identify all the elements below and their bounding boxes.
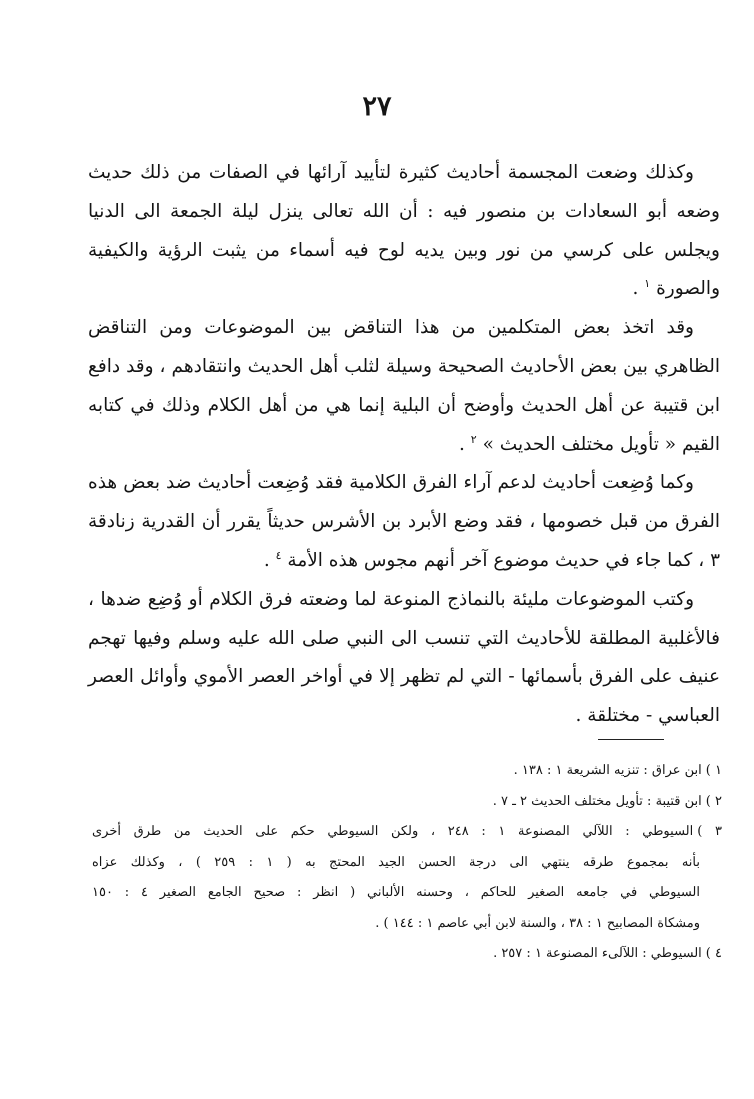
main-text: [88, 154, 720, 736]
paragraph-tail: .: [632, 278, 645, 300]
footnote-text: السيوطي : اللآلي المصنوعة ١ : ٢٤٨ ، ولكن السيوطي حكم على الحديث من طرق أخرى: [92, 824, 694, 839]
footnote-line: [92, 817, 722, 848]
paragraph-text: وكذلك وضعت المجسمة أحاديث كثيرة لتأييد آرائها في الصفات من ذلك حديث وضعه أبو السعادات بن منصور فيه : أن الله تعالى ينزل ليلة الجمعة الى الدنيا ويجلس على كرسي من نور وبين يديه لوح فيه أسماء من يثبت الرؤية والكيفية والصورة: [88, 162, 720, 300]
footnote-number: ٣ ): [697, 824, 722, 839]
footnote-text: ابن قتيبة : تأويل مختلف الحديث ٢ ـ ٧ .: [492, 793, 702, 809]
paragraph-tail: .: [263, 549, 276, 571]
paragraph-text: وقد اتخذ بعض المتكلمين من هذا التناقض بين الموضوعات ومن التناقض الظاهري بين بعض الأحاديث الصحيحة وسيلة لثلب أهل الحديث وانتقادهم ، وقد دافع ابن قتيبة عن أهل الحديث وأوضح أن البلية إنما هي من أهل الكلام وذلك في كتابه القيم « تأويل مختلف الحديث »: [88, 317, 720, 455]
footnote: [92, 756, 722, 787]
footnote-text: السيوطي : اللآلىء المصنوعة ١ : ٢٥٧ .: [493, 946, 702, 961]
footnote-ref[interactable]: ١: [644, 277, 651, 291]
footnote: [92, 817, 722, 939]
paragraph: [88, 309, 720, 464]
footnote-divider: [598, 739, 664, 740]
footnote-number: ٤ ): [705, 946, 722, 961]
paragraph-text: وكما وُضِعت أحاديث لدعم آراء الفرق الكلامية فقد وُضِعت أحاديث ضد بعض هذه الفرق من قبل خصومها ، فقد وضع الأبرد بن الأشرس حديثاً يقرر أن القدرية زنادقة ٣ ، كما جاء في حديث موضوع آخر أنهم مجوس هذه الأمة: [88, 472, 720, 571]
footnote-ref[interactable]: ٤: [275, 548, 282, 562]
paragraph: [88, 581, 720, 736]
footnote: [92, 787, 722, 818]
footnote-text: ابن عراق : تنزيه الشريعة ١ : ١٣٨ .: [513, 763, 702, 778]
paragraph-text: وكتب الموضوعات مليئة بالنماذج المنوعة لما وضعته فرق الكلام أو وُضِع ضدها ، فالأغلبية المطلقة للأحاديث التي تنسب الى النبي صلى الله عليه وسلم وفيها تهجم عنيف على الفرق بأسمائها - التي لم تظهر إلا في أواخر العصر الأموي وأوائل العصر العباسي - مختلقة .: [88, 588, 720, 727]
footnote: [92, 939, 722, 970]
footnote-ref[interactable]: ٢: [470, 432, 477, 446]
footnote-number: ١ ): [705, 763, 722, 778]
page-number: ٢٧: [362, 91, 392, 122]
paragraph: [88, 464, 720, 580]
paragraph-tail: .: [459, 433, 471, 455]
footnote-line: بأنه بمجموع طرقه ينتهي الى درجة الحسن الجيد المحتج به ( ١ : ٢٥٩ ) ، وكذلك عزاه: [92, 854, 700, 870]
footnote-line: [92, 787, 722, 818]
paragraph: [88, 154, 720, 309]
footnote-line: [92, 939, 722, 970]
footnote-line: السيوطي في جامعه الصغير للحاكم ، وحسنه الألباني ( انظر : صحيح الجامع الصغير ٤ : ١٥٠: [92, 885, 700, 900]
footnote-line: ومشكاة المصابيح ١ : ٣٨ ، والسنة لابن أبي عاصم ١ : ١٤٤ ) .: [375, 915, 700, 931]
footnote-number: ٢ ): [705, 793, 722, 809]
footnotes: [92, 756, 722, 970]
footnote-line: [92, 756, 722, 787]
